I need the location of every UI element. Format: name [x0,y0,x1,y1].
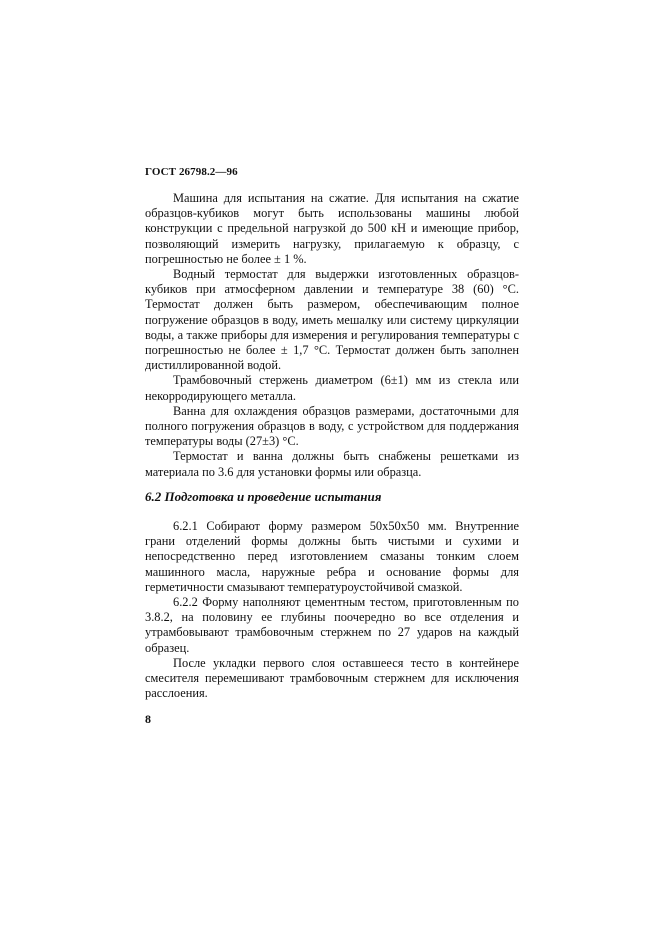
paragraph-cooling-bath: Ванна для охлаждения образцов размерами, достаточными для полного погружения образцов в воду, с устройством для поддержания температуры воды (27±3) °С. [145,403,519,449]
document-code-header: ГОСТ 26798.2—96 [145,166,238,178]
page-number: 8 [145,712,151,726]
paragraph-water-thermostat: Водный термостат для выдержки изготовленных образцов-кубиков при атмосферном давлении и температуре 38 (60) °С. Термостат должен быть размером, обеспечивающим полное погружение образцов в воду, иметь мешалку или систему циркуляции воды, а также приборы для измерения и регулирования температуры с погрешностью не более ± 1,7 °С. Термостат должен быть заполнен дистиллированной водой. [145,267,519,373]
paragraph-grates: Термостат и ванна должны быть снабжены решетками из материала по 3.6 для установки формы или образца. [145,449,519,479]
paragraph-compression-machine: Машина для испытания на сжатие. Для испытания на сжатие образцов-кубиков могут быть использованы машины любой конструкции с предельной нагрузкой до 500 кН и имеющие прибор, позволяющий измерить нагрузку, прилагаемую к образцу, с погрешностью не более ± 1 %. [145,191,519,266]
equipment-section [145,191,519,480]
paragraph-first-layer: После укладки первого слоя оставшееся тесто в контейнере смесителя перемешивают трамбовочным стержнем для исключения расслоения. [145,655,519,701]
section-heading: 6.2 Подготовка и проведение испытания [145,489,382,504]
paragraph-6-2-1: 6.2.1 Собирают форму размером 50х50х50 мм. Внутренние грани отделений формы должны быть чистыми и сухими и непосредственно перед изготовлением смазаны тонким слоем машинного масла, наружные ребра и основание формы для герметичности смазывают температуроустойчивой смазкой. [145,519,519,594]
procedure-section [145,519,519,701]
paragraph-6-2-2: 6.2.2 Форму наполняют цементным тестом, приготовленным по 3.8.2, на половину ее глубины поочередно во все отделения и утрамбовывают трамбовочным стержнем по 27 ударов на каждый образец. [145,595,519,655]
paragraph-tamping-rod: Трамбовочный стержень диаметром (6±1) мм из стекла или некорродирующего металла. [145,373,519,403]
